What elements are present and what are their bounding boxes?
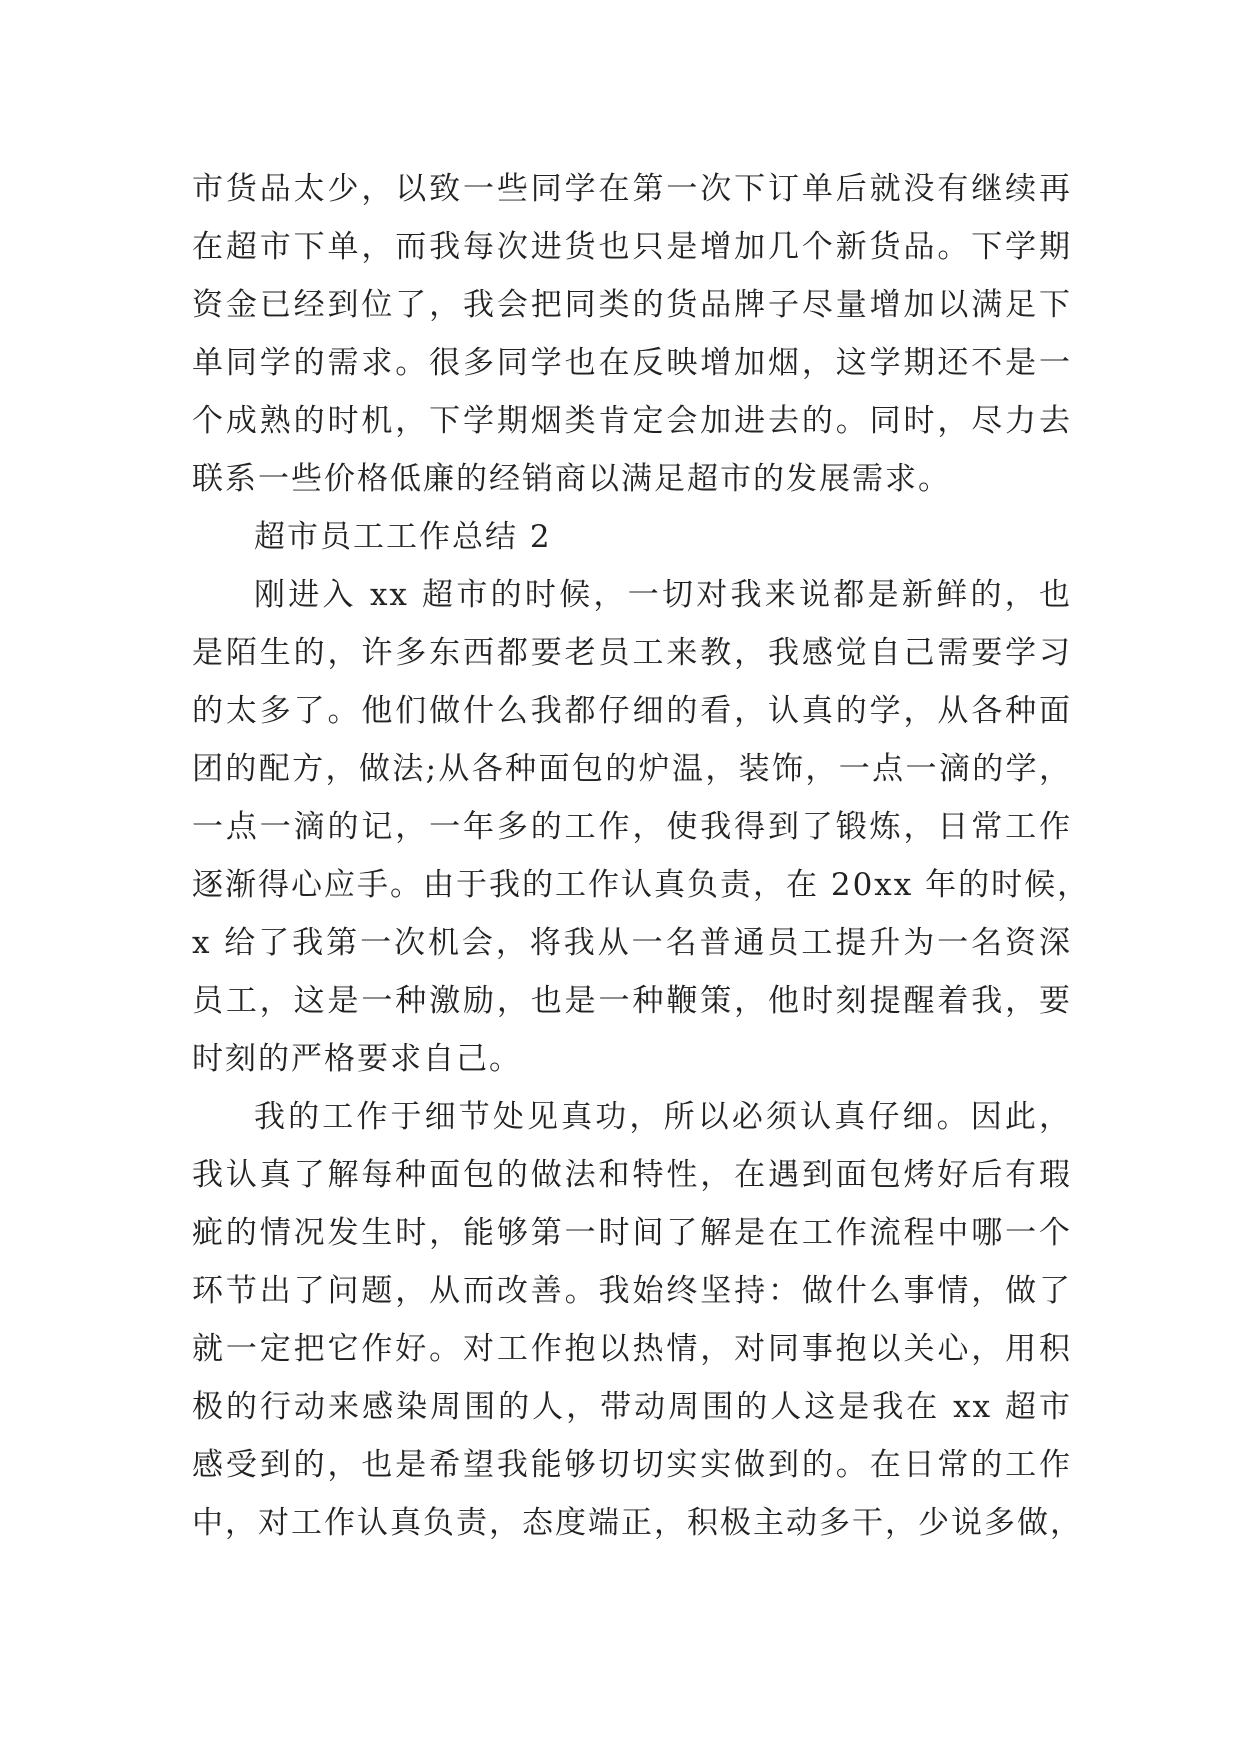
text-line: 单同学的需求。很多同学也在反映增加烟，这学期还不是一 — [192, 345, 1072, 381]
paragraph-3 — [192, 1088, 1083, 1552]
text-line: 是陌生的，许多东西都要老员工来教，我感觉自己需要学习 — [192, 635, 1072, 671]
text-line: 市货品太少，以致一些同学在第一次下订单后就没有继续再 — [192, 171, 1072, 207]
text-line: 逐渐得心应手。由于我的工作认真负责，在 20xx 年的时候， — [192, 867, 1091, 903]
text-line: 团的配方，做法;从各种面包的炉温，装饰，一点一滴的学， — [192, 751, 1072, 787]
text-line: 联系一些价格低廉的经销商以满足超市的发展需求。 — [192, 461, 951, 497]
text-line: 疵的情况发生时，能够第一时间了解是在工作流程中哪一个 — [192, 1215, 1072, 1251]
document-body — [192, 160, 1091, 1552]
text-line: 环节出了问题，从而改善。我始终坚持：做什么事情，做了 — [192, 1273, 1072, 1309]
text-line: x 给了我第一次机会，将我从一名普通员工提升为一名资深 — [192, 925, 1072, 961]
section-heading: 超市员工工作总结 2 — [254, 519, 552, 555]
text-line: 个成熟的时机，下学期烟类肯定会加进去的。同时，尽力去 — [192, 403, 1072, 439]
text-line: 的太多了。他们做什么我都仔细的看，认真的学，从各种面 — [192, 693, 1072, 729]
text-line: 一点一滴的记，一年多的工作，使我得到了锻炼，日常工作 — [192, 809, 1072, 845]
text-line: 我认真了解每种面包的做法和特性，在遇到面包烤好后有瑕 — [192, 1157, 1072, 1193]
text-line: 极的行动来感染周围的人，带动周围的人这是我在 xx 超市 — [192, 1389, 1072, 1425]
paragraph-2 — [192, 566, 1091, 1088]
text-line: 刚进入 xx 超市的时候，一切对我来说都是新鲜的，也 — [254, 577, 1072, 613]
text-line: 我的工作于细节处见真功，所以必须认真仔细。因此， — [254, 1099, 1072, 1135]
paragraph-1 — [192, 160, 1072, 508]
text-line: 在超市下单，而我每次进货也只是增加几个新货品。下学期 — [192, 229, 1072, 265]
text-line: 时刻的严格要求自己。 — [192, 1041, 522, 1077]
text-line: 就一定把它作好。对工作抱以热情，对同事抱以关心，用积 — [192, 1331, 1072, 1367]
text-line: 资金已经到位了，我会把同类的货品牌子尽量增加以满足下 — [192, 287, 1072, 323]
text-line: 感受到的，也是希望我能够切切实实做到的。在日常的工作 — [192, 1447, 1072, 1483]
text-line: 中，对工作认真负责，态度端正，积极主动多干，少说多做， — [192, 1505, 1083, 1541]
text-line: 员工，这是一种激励，也是一种鞭策，他时刻提醒着我，要 — [192, 983, 1072, 1019]
